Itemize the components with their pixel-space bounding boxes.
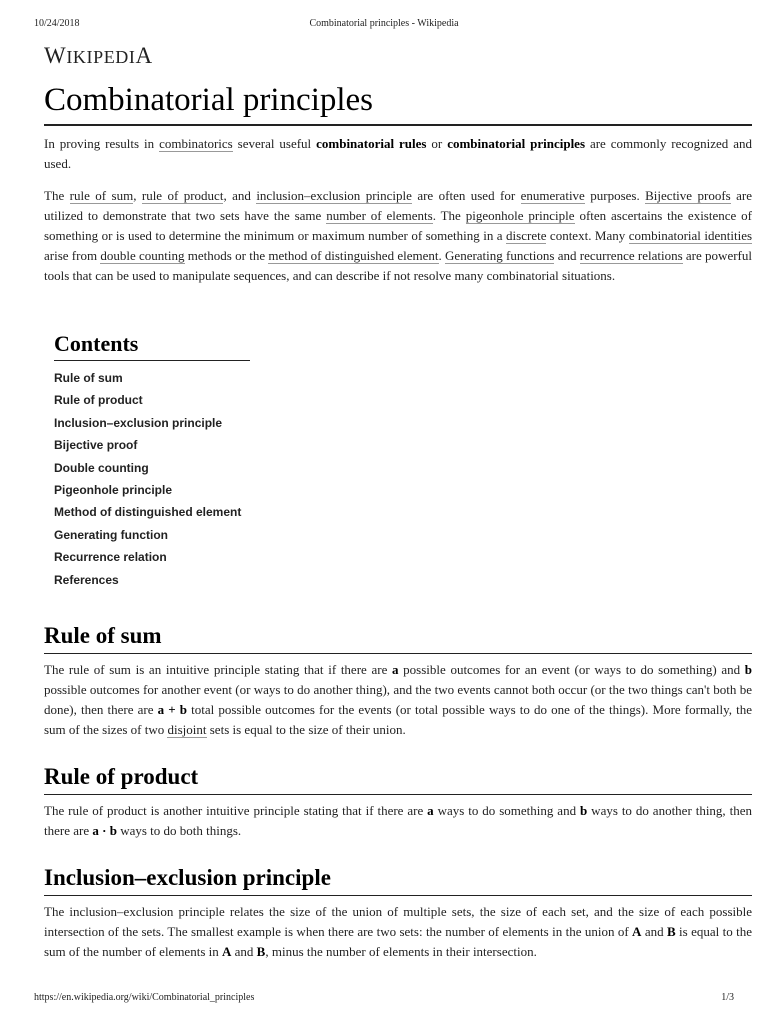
text: ways to do something and [433,803,581,819]
toc-item-rule-of-product[interactable]: Rule of product [54,393,143,408]
bold-term: a · b [92,823,117,839]
print-url: https://en.wikipedia.org/wiki/Combinatorial_principles [34,992,255,1003]
link-discrete[interactable]: discrete [506,228,547,243]
text: . [438,248,446,263]
text: , [133,188,142,203]
bold-term: B [666,924,676,940]
text: , minus the number of elements in their intersection. [265,944,537,960]
text: is equal to the sum of the number of elements in [44,924,752,960]
text: are commonly recognized and used. [44,136,753,171]
text: The inclusion–exclusion principle relates the size of the union of multiple sets, the size of each set, and the size of each possible intersection of the sets. The smallest example is when there are two sets: the number of elements in the union of [44,904,752,940]
print-date: 10/24/2018 [34,18,80,29]
print-page-title: Combinatorial principles - Wikipedia [309,18,459,29]
rule-of-sum-paragraph [44,660,752,740]
text: and [554,248,580,263]
toc-item-generating-function[interactable]: Generating function [54,527,168,542]
text: , and [223,188,257,203]
link-rule-of-sum[interactable]: rule of sum [69,188,134,203]
link-number-of-elements[interactable]: number of elements [326,208,433,223]
bold-term: A [222,944,232,960]
toc-item-references[interactable]: References [54,572,119,587]
heading-rule-of-product: Rule of product [44,762,752,795]
bold-term: b [580,803,588,819]
page-title: Combinatorial principles [44,80,752,126]
toc-item-double-counting[interactable]: Double counting [54,460,149,475]
link-double-counting[interactable]: double counting [100,248,185,263]
text: context. Many [546,228,629,243]
bold-term: combinatorial rules [316,136,427,151]
logo-first-letter: W [44,43,67,68]
text: possible outcomes for an event (or ways to do something) and [398,662,745,678]
link-method-of-distinguished-element[interactable]: method of distinguished element [268,248,439,263]
text: are powerful tools that can be used to manipulate sequences, and can describe if not resolve many combinatorial situations. [44,248,752,283]
text: and [641,924,667,940]
toc-item-inclusion-exclusion[interactable]: Inclusion–exclusion principle [54,415,223,430]
link-rule-of-product[interactable]: rule of product [141,188,224,203]
text: or [426,136,448,151]
table-of-contents [54,330,250,591]
toc-item-recurrence-relation[interactable]: Recurrence relation [54,550,167,565]
text: are utilized to demonstrate that two sets have the same [44,188,752,223]
text: The rule of sum is an intuitive principle stating that if there are [44,662,392,678]
intro-paragraph-2 [44,186,752,286]
text: sets is equal to the size of their union. [206,722,406,738]
bold-term: a [427,803,434,819]
text: often ascertains the existence of something or is used to determine the minimum or maximum number of something in a [44,208,753,243]
text: . The [432,208,466,223]
text: are often used for [411,188,521,203]
text: methods or the [184,248,269,263]
toc-title: Contents [54,330,250,361]
text: ways to do both things. [116,823,242,839]
link-pigeonhole-principle[interactable]: pigeonhole principle [465,208,575,223]
link-inclusion-exclusion[interactable]: inclusion–exclusion principle [256,188,412,203]
link-generating-functions[interactable]: Generating functions [445,248,555,263]
link-combinatorial-identities[interactable]: combinatorial identities [628,228,753,243]
page-number: 1/3 [721,992,734,1003]
bold-term: a + b [157,702,187,718]
bold-term: A [632,924,642,940]
text: possible outcomes for another event (or ways to do another thing), and the two events cannot both occur (or the two things can't both be done), then there are [44,682,752,718]
toc-item-pigeonhole-principle[interactable]: Pigeonhole principle [54,483,173,498]
article-content [44,80,752,962]
toc-item-method-of-distinguished-element[interactable]: Method of distinguished element [54,505,242,520]
link-combinatorics[interactable]: combinatorics [159,136,233,151]
rule-of-product-paragraph [44,801,752,841]
bold-term: a [392,662,399,678]
wikipedia-logo[interactable] [44,42,153,71]
link-disjoint[interactable]: disjoint [167,722,207,738]
link-recurrence-relations[interactable]: recurrence relations [579,248,683,263]
text: The rule of product is another intuitive principle stating that if there are [44,803,428,819]
link-bijective-proofs[interactable]: Bijective proofs [645,188,731,203]
toc-item-bijective-proof[interactable]: Bijective proof [54,438,138,453]
text: The [44,188,70,203]
text: ways to do another thing, then there are [44,803,752,839]
bold-term: B [256,944,266,960]
text: and [231,944,257,960]
heading-inclusion-exclusion: Inclusion–exclusion principle [44,863,752,896]
text: In proving results in [44,136,160,151]
intro-paragraph-1 [44,134,752,174]
logo-middle-letters: IKIPEDI [66,47,136,67]
text: purposes. [584,188,646,203]
link-enumerative[interactable]: enumerative [520,188,585,203]
bold-term: combinatorial principles [447,136,586,151]
print-footer [34,992,734,1004]
toc-item-rule-of-sum[interactable]: Rule of sum [54,371,123,385]
inclusion-exclusion-paragraph [44,902,752,962]
text: several useful [232,136,317,151]
text: total possible outcomes for the events (or total possible ways to do one of the things). More formally, the sum of the sizes of two [44,702,752,738]
bold-term: b [744,662,752,678]
logo-last-letter: A [135,43,153,68]
heading-rule-of-sum: Rule of sum [44,621,752,654]
print-header [34,18,734,30]
text: arise from [44,248,101,263]
